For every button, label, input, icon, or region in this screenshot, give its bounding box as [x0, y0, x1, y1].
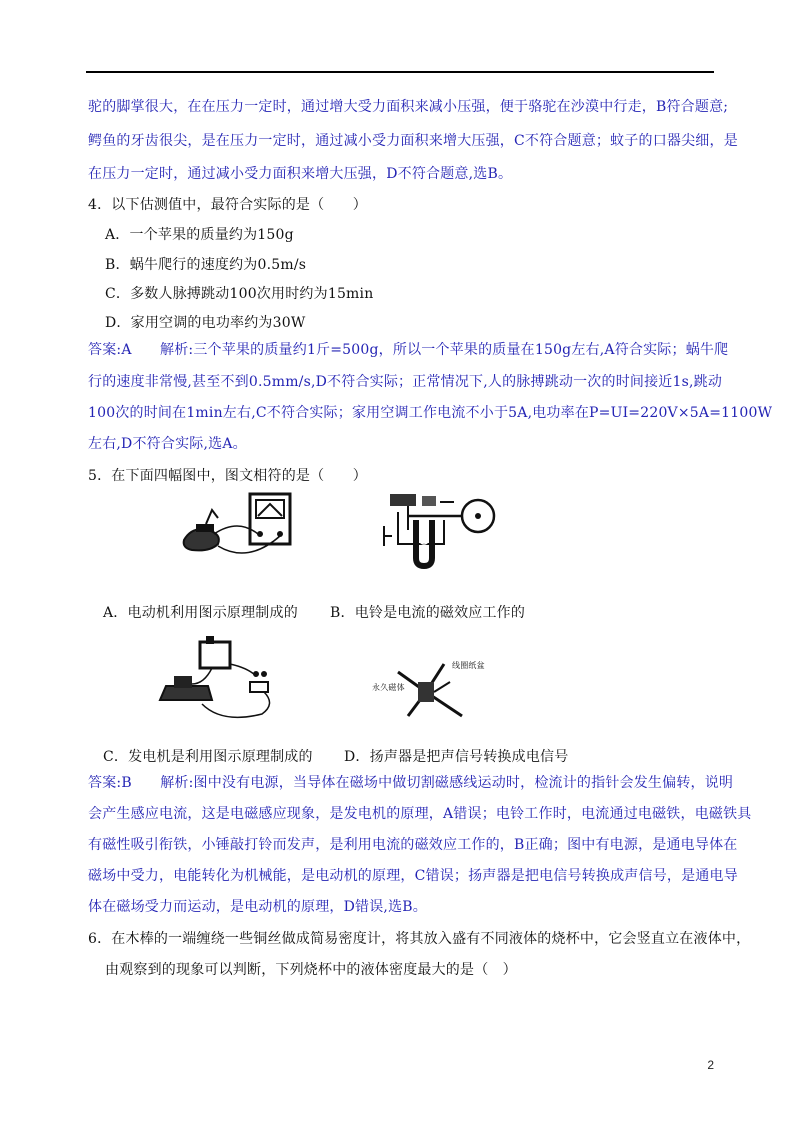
- q6-stem-line-1: 6．在木棒的一端缠绕一些铜丝做成简易密度计，将其放入盛有不同液体的烧杯中，它会竖直立在液体中，: [88, 931, 751, 947]
- q4-answer-line-4: 左右,D不符合实际,选A。: [88, 436, 247, 452]
- q5-caption-d: D．扬声器是把声信号转换成电信号: [344, 749, 569, 765]
- q5-caption-b: B．电铃是电流的磁效应工作的: [330, 605, 526, 621]
- q5-answer-line-2: 会产生感应电流，这是电磁感应现象，是发电机的原理，A错误；电铃工作时，电流通过电磁铁，电磁铁具: [88, 806, 752, 822]
- q3-answer-line-3: 在压力一定时，通过减小受力面积来增大压强，D不符合题意,选B。: [88, 166, 513, 182]
- q3-answer-line-1: 驼的脚掌很大，在在压力一定时，通过增大受力面积来减小压强，便于骆驼在沙漠中行走，B符合题意;: [88, 99, 729, 115]
- figure-a-generator-setup: [178, 488, 308, 570]
- q4-answer-line-2: 行的速度非常慢,甚至不到0.5mm/s,D不符合实际；正常情况下,人的脉搏跳动一次的时间接近1s,跳动: [88, 374, 723, 390]
- figure-b-electric-bell: [378, 486, 508, 574]
- q6-stem-line-2: 由观察到的现象可以判断，下列烧杯中的液体密度最大的是（ ）: [105, 962, 517, 978]
- q5-caption-a: A．电动机利用图示原理制成的: [103, 605, 298, 621]
- figure-d-label-magnet: 永久磁体: [372, 683, 405, 692]
- q4-answer-line-1: 答案:A 解析:三个苹果的质量约1斤=500g，所以一个苹果的质量在150g左右,A符合实际；蜗牛爬: [88, 342, 729, 358]
- q4-option-d: D．家用空调的电功率约为30W: [105, 315, 306, 331]
- q5-stem: 5．在下面四幅图中，图文相符的是（ ）: [88, 468, 367, 484]
- q5-caption-c: C．发电机是利用图示原理制成的: [103, 749, 313, 765]
- q5-answer-line-3: 有磁性吸引衔铁，小锤敲打铃而发声，是利用电流的磁效应工作的，B正确；图中有电源，是通电导体在: [88, 837, 738, 853]
- q4-option-b: B．蜗牛爬行的速度约为0.5m/s: [105, 257, 307, 273]
- figure-d-label-coil-cone: 线圈纸盆: [452, 661, 485, 670]
- q4-stem: 4．以下估测值中，最符合实际的是（ ）: [88, 197, 367, 213]
- q4-answer-line-3: 100次的时间在1min左右,C不符合实际；家用空调工作电流不小于5A,电功率在P=UI=220V×5A=1100W: [88, 405, 773, 421]
- q4-option-c: C．多数人脉搏跳动100次用时约为15min: [105, 286, 374, 302]
- page-number: 2: [707, 1058, 714, 1072]
- q5-answer-line-5: 体在磁场受力而运动，是电动机的原理，D错误,选B。: [88, 899, 427, 915]
- q5-answer-line-1: 答案:B 解析:图中没有电源，当导体在磁场中做切割磁感线运动时，检流计的指针会发生偏转，说明: [88, 775, 734, 791]
- q4-option-a: A．一个苹果的质量约为150g: [105, 227, 294, 243]
- q3-answer-line-2: 鳄鱼的牙齿很尖，是在压力一定时，通过减小受力面积来增大压强，C不符合题意；蚊子的口器尖细，是: [88, 133, 738, 149]
- figure-c-motor-setup: [152, 634, 282, 726]
- q5-answer-line-4: 磁场中受力，电能转化为机械能，是电动机的原理，C错误；扬声器是把电信号转换成声信号，是通电导: [88, 868, 738, 884]
- header-rule: [86, 71, 714, 73]
